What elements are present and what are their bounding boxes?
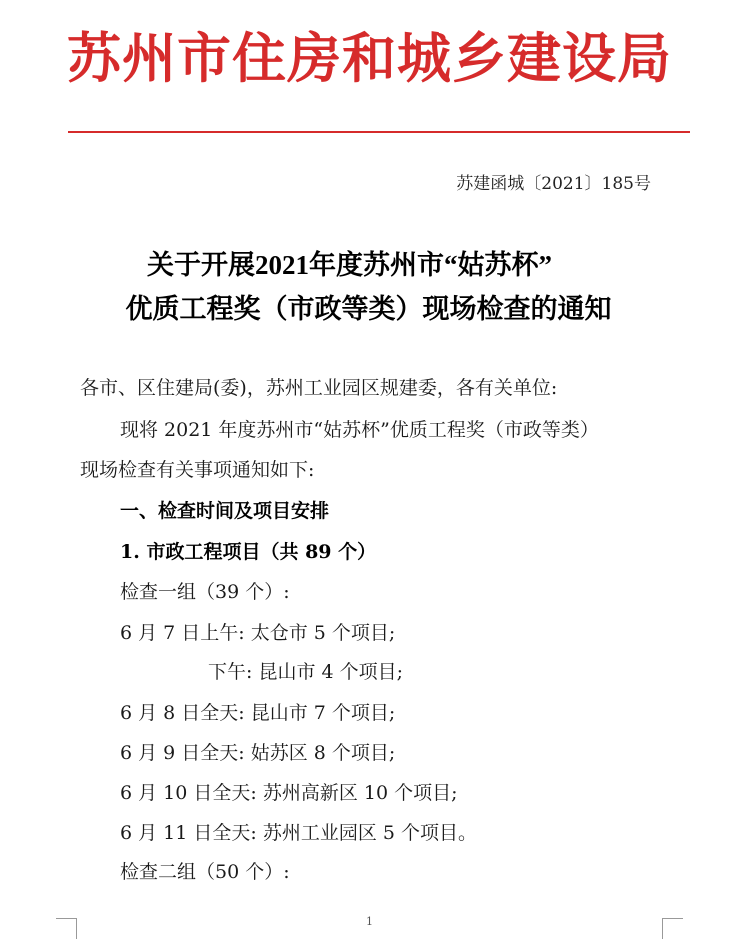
section-1-heading: 一、检查时间及项目安排 [120, 500, 330, 522]
page-number: 1 [366, 915, 373, 928]
intro-paragraph-line-2: 现场检查有关事项通知如下: [80, 459, 315, 481]
recipients-line: 各市、区住建局(委)，苏州工业园区规建委，各有关单位: [80, 377, 558, 399]
crop-mark-right [662, 918, 683, 939]
group-1-heading: 检查一组（39 个）: [120, 581, 290, 603]
notice-title-line-1: 关于开展2021年度苏州市“姑苏杯” [147, 250, 552, 280]
schedule-item: 下午: 昆山市 4 个项目; [208, 661, 404, 683]
schedule-item: 6 月 9 日全天: 姑苏区 8 个项目; [120, 742, 396, 764]
schedule-item: 6 月 11 日全天: 苏州工业园区 5 个项目。 [120, 822, 477, 844]
subsection-1-heading: 1. 市政工程项目（共 89 个） [120, 541, 377, 563]
header-red-rule [68, 131, 690, 133]
group-2-heading: 检查二组（50 个）: [120, 861, 290, 883]
schedule-item: 6 月 8 日全天: 昆山市 7 个项目; [120, 702, 396, 724]
notice-title-line-2: 优质工程奖（市政等类）现场检查的通知 [125, 294, 612, 324]
issuing-organization-header: 苏州市住房和城乡建设局 [67, 26, 672, 90]
intro-paragraph-line-1: 现将 2021 年度苏州市“姑苏杯”优质工程奖（市政等类） [120, 419, 599, 441]
schedule-item: 6 月 7 日上午: 太仓市 5 个项目; [120, 622, 396, 644]
schedule-item: 6 月 10 日全天: 苏州高新区 10 个项目; [120, 782, 458, 804]
document-number: 苏建函城〔2021〕185号 [456, 174, 651, 194]
